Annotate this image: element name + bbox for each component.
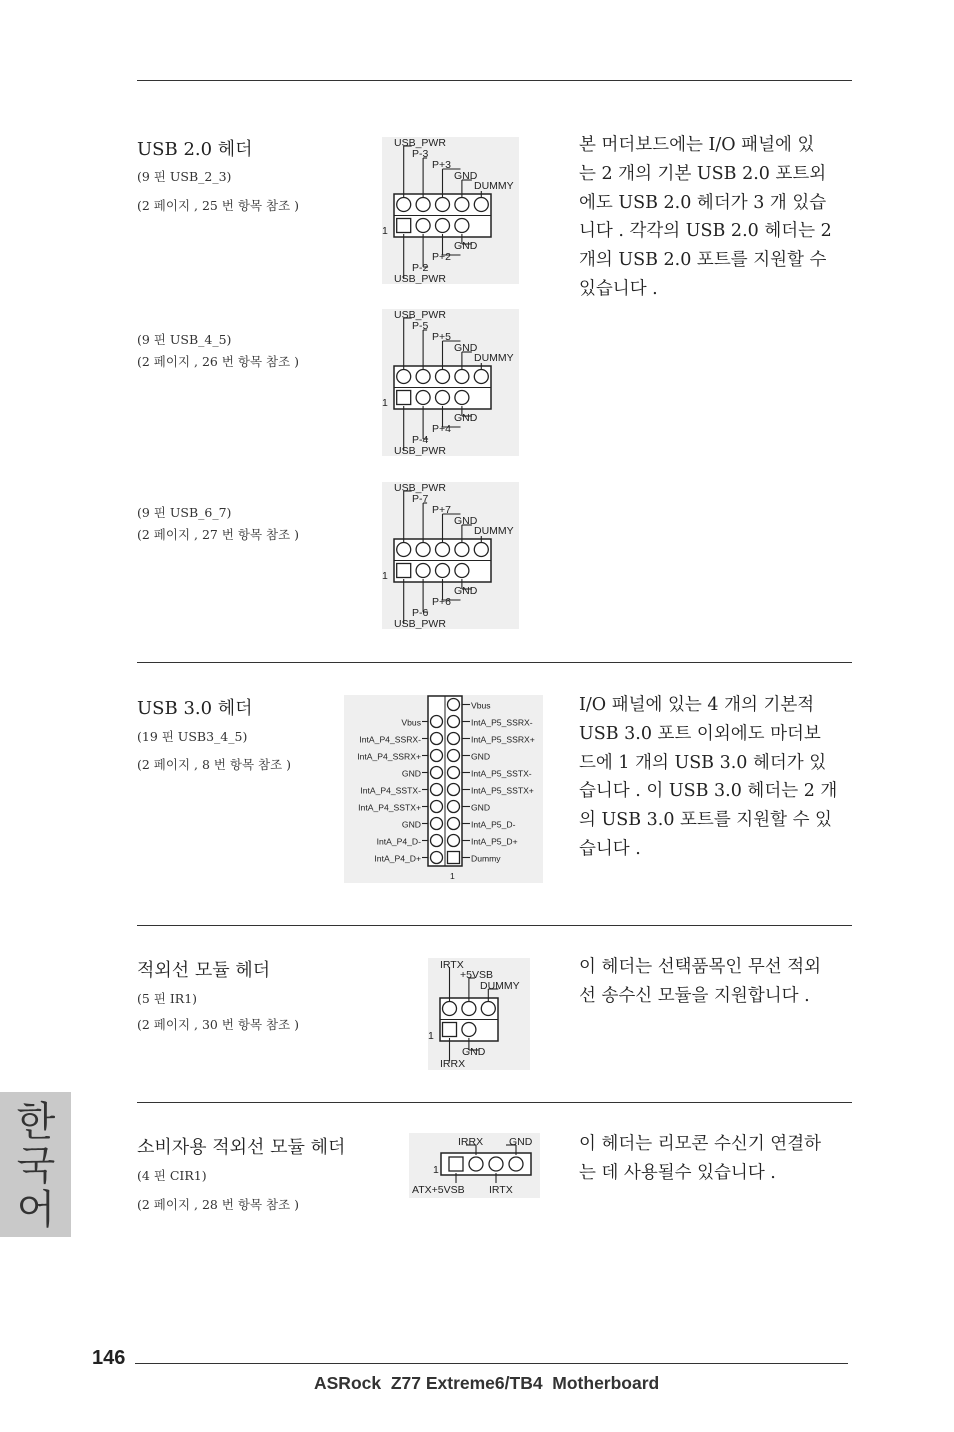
ir-ref: (2 페이지 , 30 번 항목 참조 ) [137, 1017, 299, 1032]
label-left-pin: IntA_P4_D+ [374, 853, 421, 864]
label-p-minus: P-6 [412, 607, 429, 619]
label-p-minus: P-2 [412, 262, 429, 274]
label-dummy: DUMMY [474, 525, 514, 537]
page-number: 146 [92, 1347, 126, 1369]
usb4-5-ref: (2 페이지 , 26 번 항목 참조 ) [137, 354, 299, 369]
section-rule [137, 925, 852, 926]
label-right-pin: GND [471, 751, 491, 762]
label-gnd: GND [454, 240, 478, 252]
label-dummy: DUMMY [474, 180, 514, 192]
label-right-pin: Vbus [471, 700, 491, 711]
label-right-pin: GND [471, 802, 491, 813]
usb3-title: USB 3.0 헤더 [137, 698, 253, 719]
usb4-5-pins: (9 핀 USB_4_5) [137, 332, 232, 347]
label-pin1: 1 [428, 1030, 434, 1042]
label-left-pin: IntA_P4_SSRX+ [357, 751, 421, 762]
usb4-5-pinout-diagram [382, 309, 519, 456]
label-right-pin: IntA_P5_D+ [471, 836, 518, 847]
ir-description: 이 헤더는 선택품목인 무선 적외 선 송수신 모듈을 지원합니다 . [579, 957, 822, 1006]
header-body [441, 1153, 531, 1175]
label-right-pin: IntA_P5_SSRX+ [471, 734, 535, 745]
label-dummy: DUMMY [480, 980, 520, 992]
label-left-pin: IntA_P4_SSRX- [359, 734, 421, 745]
label-left-pin: IntA_P4_SSTX- [360, 785, 421, 796]
usb2-title: USB 2.0 헤더 [137, 139, 253, 160]
label-5vsb: +5VSB [460, 969, 493, 981]
footer-rule [135, 1363, 848, 1364]
label-p-minus: P-5 [412, 320, 429, 332]
footer-product-title: ASRock Z77 Extreme6/TB4 Motherboard [314, 1373, 660, 1393]
label-left-pin: GND [401, 768, 421, 779]
label-gnd: GND [454, 585, 478, 597]
label-pin1: 1 [450, 871, 455, 881]
usb6-7-ref: (2 페이지 , 27 번 항목 참조 ) [137, 527, 299, 542]
label-dummy: DUMMY [474, 352, 514, 364]
usb3-pinout-diagram [344, 695, 543, 883]
label-usb-pwr: USB_PWR [394, 309, 446, 321]
label-p-plus: P+3 [432, 159, 451, 171]
ir-title: 적외선 모듈 헤더 [137, 960, 271, 981]
label-irrx: IRRX [458, 1136, 484, 1148]
usb6-7-pinout-diagram [382, 482, 519, 629]
label-gnd: GND [454, 515, 478, 527]
cir-title: 소비자용 적외선 모듈 헤더 [137, 1137, 346, 1158]
usb2-3-ref: (2 페이지 , 25 번 항목 참조 ) [137, 198, 299, 213]
label-usb-pwr: USB_PWR [394, 137, 446, 149]
top-rule [137, 80, 852, 81]
label-left-pin: IntA_P4_D- [376, 836, 421, 847]
usb2-description: 본 머더보드에는 I/O 패널에 있 는 2 개의 기본 USB 2.0 포트외 에도 USB 2.0 헤더가 3 개 있습 니다 . 각각의 USB 2.0 헤더는 2 개의 USB 2.0 포트를 지원할 수 있습니다 . [579, 135, 832, 299]
label-usb-pwr: USB_PWR [394, 273, 446, 284]
label-p-plus: P+7 [432, 504, 451, 516]
usb3-pins: (19 핀 USB3_4_5) [137, 729, 248, 744]
label-pin1: 1 [382, 397, 388, 409]
label-irtx: IRTX [489, 1184, 513, 1196]
usb3-description: I/O 패널에 있는 4 개의 기본적 USB 3.0 포트 이외에도 마더보 드에 1 개의 USB 3.0 헤더가 있 습니다 . 이 USB 3.0 헤더는 2 개 의 USB 3.0 포트를 지원할 수 있 습니다 . [579, 695, 838, 859]
label-right-pin: IntA_P5_D- [471, 819, 516, 830]
label-usb-pwr: USB_PWR [394, 445, 446, 456]
label-p-minus: P-4 [412, 434, 429, 446]
label-p-minus: P-3 [412, 148, 429, 160]
usb2-3-pins: (9 핀 USB_2_3) [137, 169, 232, 184]
label-5vsb: ATX+5VSB [412, 1184, 465, 1196]
label-gnd: GND [454, 342, 478, 354]
ir-pinout-diagram [428, 958, 530, 1070]
label-pin1: 1 [382, 570, 388, 582]
label-gnd: GND [454, 412, 478, 424]
label-gnd: GND [462, 1046, 486, 1058]
label-pin1: 1 [382, 225, 388, 237]
cir-pinout-diagram [409, 1133, 540, 1198]
label-pin1: 1 [433, 1164, 439, 1176]
label-irrx: IRRX [440, 1058, 466, 1070]
usb6-7-pins: (9 핀 USB_6_7) [137, 505, 232, 520]
label-right-pin: IntA_P5_SSRX- [471, 717, 533, 728]
label-gnd: GND [509, 1136, 533, 1148]
label-usb-pwr: USB_PWR [394, 618, 446, 629]
usb2-3-pinout-diagram [382, 137, 519, 284]
cir-ref: (2 페이지 , 28 번 항목 참조 ) [137, 1197, 299, 1212]
label-usb-pwr: USB_PWR [394, 482, 446, 494]
label-p-plus: P+5 [432, 331, 451, 343]
usb3-ref: (2 페이지 , 8 번 항목 참조 ) [137, 757, 292, 772]
ir-pins: (5 핀 IR1) [137, 991, 198, 1006]
label-right-pin: IntA_P5_SSTX+ [471, 785, 534, 796]
label-gnd: GND [454, 170, 478, 182]
label-left-pin: IntA_P4_SSTX+ [358, 802, 421, 813]
label-right-pin: IntA_P5_SSTX- [471, 768, 532, 779]
section-rule [137, 1102, 852, 1103]
language-label: 한 국 어 [16, 1099, 56, 1233]
label-right-pin: Dummy [471, 853, 501, 864]
label-irtx: IRTX [440, 959, 464, 971]
label-p-plus: P+6 [432, 596, 451, 608]
cir-pins: (4 핀 CIR1) [137, 1168, 207, 1183]
cir-description: 이 헤더는 리모콘 수신기 연결하 는 데 사용될수 있습니다 . [579, 1134, 822, 1183]
label-left-pin: GND [401, 819, 421, 830]
label-p-minus: P-7 [412, 493, 429, 505]
section-rule [137, 662, 852, 663]
label-p-plus: P+2 [432, 251, 451, 263]
label-p-plus: P+4 [432, 423, 451, 435]
label-left-pin: Vbus [401, 717, 421, 728]
language-side-tab [0, 1092, 71, 1237]
